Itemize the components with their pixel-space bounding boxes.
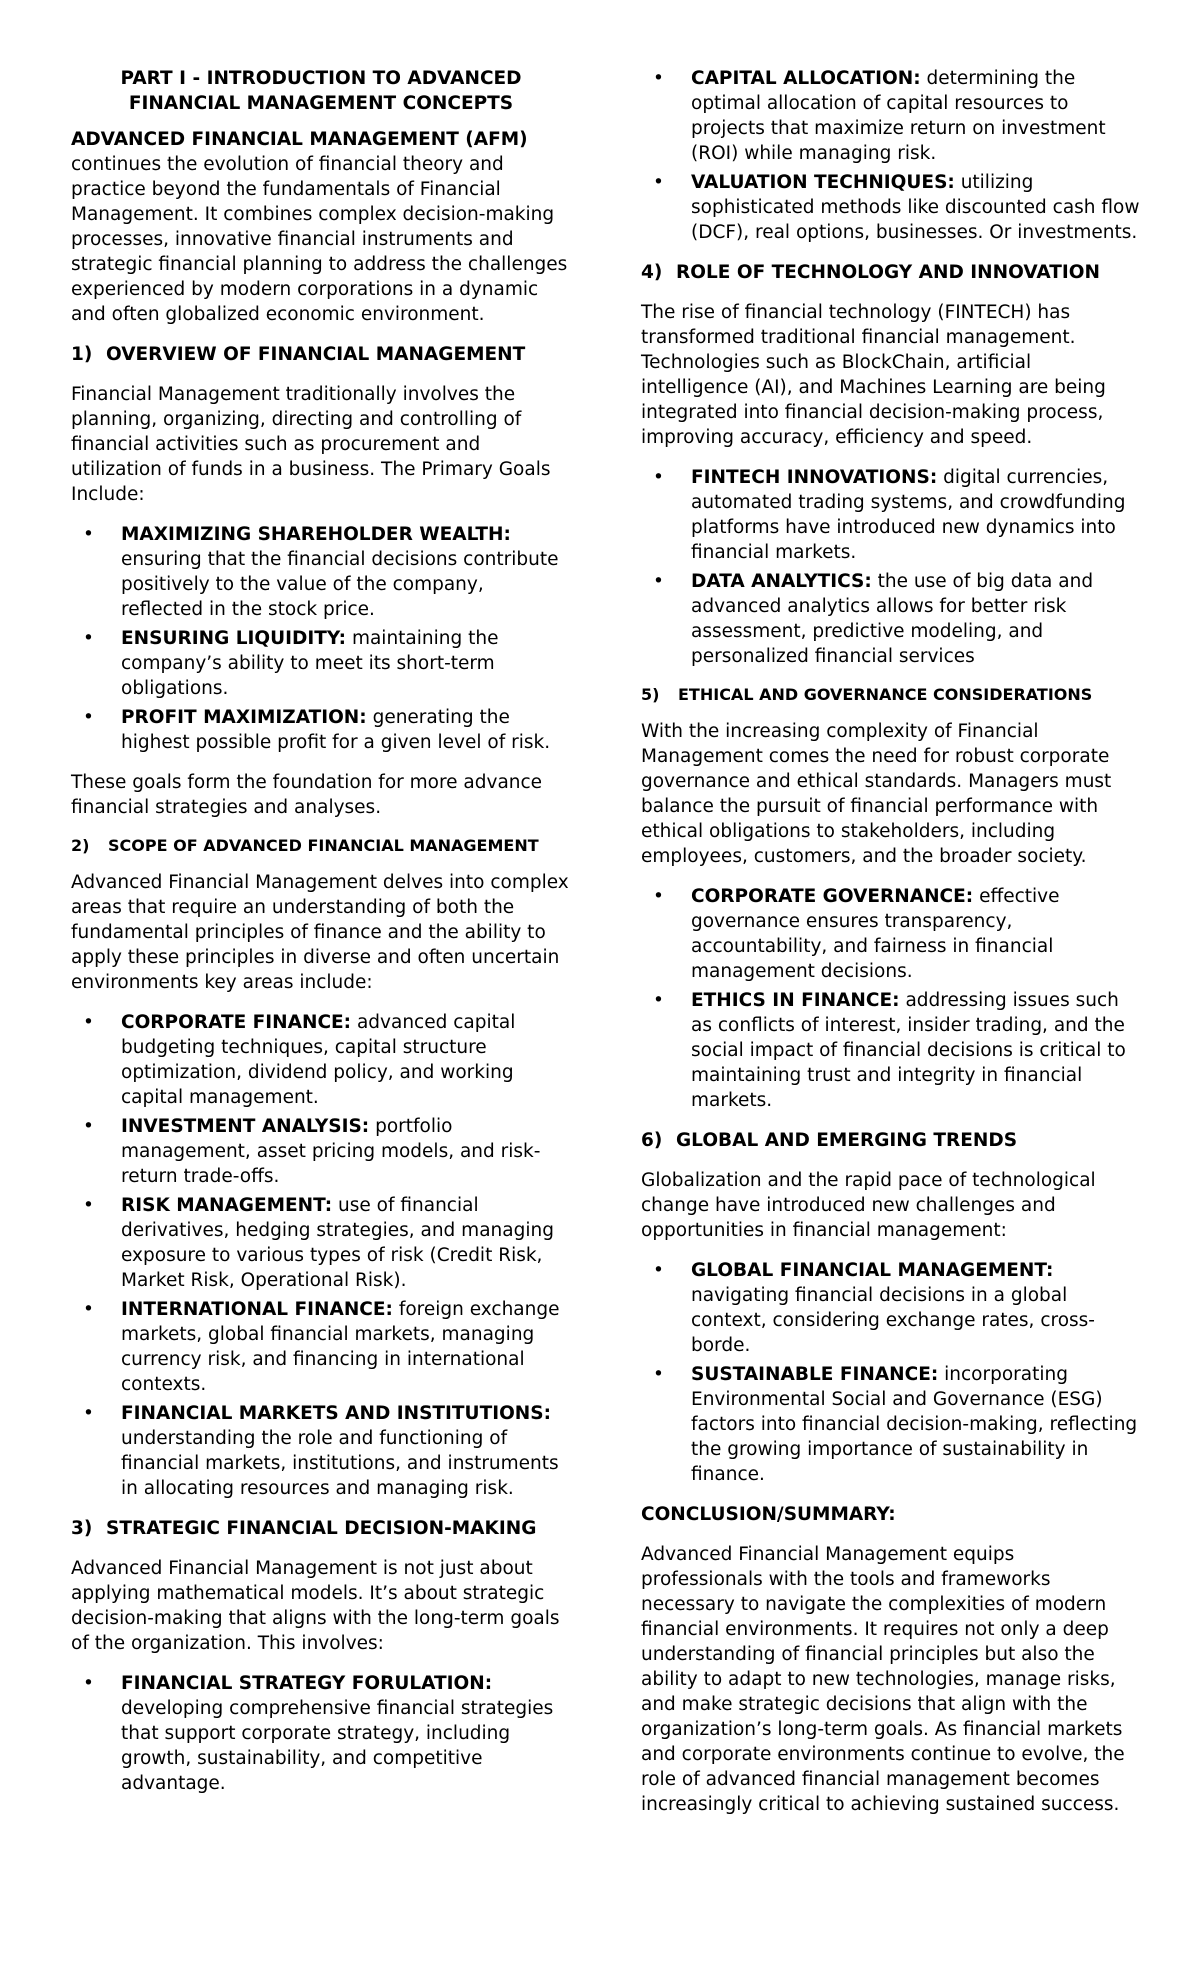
section-2-list bbox=[71, 1010, 571, 1501]
list-item bbox=[71, 626, 571, 701]
section-3-heading bbox=[71, 1516, 571, 1541]
item-text: determining the optimal allocation of capital resources to projects that maximize return on investment (ROI) while managing risk. bbox=[691, 68, 1106, 164]
item-label: ETHICS IN FINANCE: bbox=[691, 990, 900, 1011]
item-text: navigating financial decisions in a global context, considering exchange rates, cross-borde. bbox=[691, 1285, 1095, 1356]
item-text: maintaining the company’s ability to meet its short-term obligations. bbox=[121, 628, 499, 699]
page-title: PART I - INTRODUCTION TO ADVANCED FINANCIAL MANAGEMENT CONCEPTS bbox=[120, 68, 522, 114]
bullet-icon: • bbox=[83, 1195, 94, 1216]
section-1-paragraph: Financial Management traditionally involves the planning, organizing, directing and controlling of financial activities such as procurement and utilization of funds in a business. The Primary Goals Include: bbox=[71, 384, 551, 505]
section-1-closing: These goals form the foundation for more advance financial strategies and analyses. bbox=[71, 772, 543, 818]
list-item bbox=[71, 1671, 571, 1796]
section-3-paragraph: Advanced Financial Management is not just about applying mathematical models. It’s about strategic decision-making that aligns with the long-term goals of the organization. This involves: bbox=[71, 1558, 560, 1654]
section-2-paragraph: Advanced Financial Management delves into complex areas that require an understanding of both the fundamental principles of finance and the ability to apply these principles in diverse and often uncertain environments key areas include: bbox=[71, 872, 569, 993]
section-title: STRATEGIC FINANCIAL DECISION-MAKING bbox=[106, 1518, 537, 1539]
section-title: ROLE OF TECHNOLOGY AND INNOVATION bbox=[676, 262, 1100, 283]
item-label: FINANCIAL MARKETS AND INSTITUTIONS: bbox=[121, 1403, 552, 1424]
section-number: 6) bbox=[641, 1130, 663, 1151]
bullet-icon: • bbox=[653, 886, 664, 907]
list-item bbox=[641, 465, 1141, 565]
section-6-list bbox=[641, 1258, 1141, 1487]
section-number: 5) bbox=[641, 685, 660, 704]
item-text: advanced capital budgeting techniques, capital structure optimization, dividend policy, and working capital management. bbox=[121, 1012, 516, 1108]
bullet-icon: • bbox=[83, 1012, 94, 1033]
item-label: ENSURING LIQUIDITY: bbox=[121, 628, 347, 649]
section-5-list bbox=[641, 884, 1141, 1113]
item-label: SUSTAINABLE FINANCE: bbox=[691, 1364, 939, 1385]
bullet-icon: • bbox=[83, 628, 94, 649]
item-label: INVESTMENT ANALYSIS: bbox=[121, 1116, 370, 1137]
list-item bbox=[641, 66, 1141, 166]
item-label: FINTECH INNOVATIONS: bbox=[691, 467, 938, 488]
bullet-icon: • bbox=[83, 1299, 94, 1320]
item-text: use of financial derivatives, hedging strategies, and managing exposure to various types of risk (Credit Risk, Market Risk, Operational Risk). bbox=[121, 1195, 554, 1291]
list-item bbox=[71, 1401, 571, 1501]
section-number: 3) bbox=[71, 1518, 93, 1539]
list-item bbox=[641, 1258, 1141, 1358]
section-title: SCOPE OF ADVANCED FINANCIAL MANAGEMENT bbox=[108, 836, 539, 855]
bullet-icon: • bbox=[653, 467, 664, 488]
bullet-icon: • bbox=[653, 990, 664, 1011]
section-title: ETHICAL AND GOVERNANCE CONSIDERATIONS bbox=[678, 685, 1093, 704]
item-text: utilizing sophisticated methods like discounted cash flow (DCF), real options, businesses. Or investments. bbox=[691, 172, 1140, 243]
item-text: digital currencies, automated trading systems, and crowdfunding platforms have introduced new dynamics into financial markets. bbox=[691, 467, 1126, 563]
list-item bbox=[71, 705, 571, 755]
item-text: effective governance ensures transparency, accountability, and fairness in financial management decisions. bbox=[691, 886, 1060, 982]
list-item bbox=[71, 1193, 571, 1293]
section-number: 1) bbox=[71, 344, 93, 365]
list-item bbox=[641, 988, 1141, 1113]
item-text: the use of big data and advanced analytics allows for better risk assessment, predictive modeling, and personalized financial services bbox=[691, 571, 1094, 667]
section-number: 2) bbox=[71, 836, 90, 855]
item-label: CORPORATE GOVERNANCE: bbox=[691, 886, 974, 907]
section-title: GLOBAL AND EMERGING TRENDS bbox=[676, 1130, 1018, 1151]
bullet-icon: • bbox=[653, 68, 664, 89]
section-title: OVERVIEW OF FINANCIAL MANAGEMENT bbox=[106, 344, 526, 365]
section-4-paragraph: The rise of financial technology (FINTECH) has transformed traditional financial management. Technologies such as BlockChain, artificial intelligence (AI), and Machines Learning are being integrated into financial decision-making process, improving accuracy, efficiency and speed. bbox=[641, 302, 1106, 448]
intro-text: continues the evolution of financial theory and practice beyond the fundamentals of Financial Management. It combines complex decision-making processes, innovative financial instruments and strategic financial planning to address the challenges experienced by modern corporations in a dynamic and often globalized economic environment. bbox=[71, 154, 568, 325]
section-6-heading bbox=[641, 1128, 1141, 1153]
list-item bbox=[641, 1362, 1141, 1487]
item-label: RISK MANAGEMENT: bbox=[121, 1195, 333, 1216]
item-label: PROFIT MAXIMIZATION: bbox=[121, 707, 367, 728]
intro-lead: ADVANCED FINANCIAL MANAGEMENT (AFM) bbox=[71, 129, 528, 150]
bullet-icon: • bbox=[83, 1116, 94, 1137]
section-2-heading bbox=[71, 835, 571, 856]
item-label: INTERNATIONAL FINANCE: bbox=[121, 1299, 393, 1320]
conclusion-heading: CONCLUSION/SUMMARY: bbox=[641, 1504, 896, 1525]
section-6-paragraph: Globalization and the rapid pace of technological change have introduced new challenges and opportunities in financial management: bbox=[641, 1170, 1096, 1241]
bullet-icon: • bbox=[653, 1364, 664, 1385]
list-item bbox=[641, 569, 1141, 669]
item-label: CORPORATE FINANCE: bbox=[121, 1012, 352, 1033]
bullet-icon: • bbox=[83, 1403, 94, 1424]
bullet-icon: • bbox=[83, 524, 94, 545]
item-text: foreign exchange markets, global financial markets, managing currency risk, and financing in international contexts. bbox=[121, 1299, 560, 1395]
item-label: VALUATION TECHNIQUES: bbox=[691, 172, 955, 193]
section-5-paragraph: With the increasing complexity of Financial Management comes the need for robust corporate governance and ethical standards. Managers must balance the pursuit of financial performance with ethical obligations to stakeholders, including employees, customers, and the broader society. bbox=[641, 721, 1112, 867]
item-label: DATA ANALYTICS: bbox=[691, 571, 872, 592]
right-column bbox=[641, 66, 1141, 1832]
item-text: addressing issues such as conflicts of interest, insider trading, and the social impact of financial decisions is critical to maintaining trust and integrity in financial markets. bbox=[691, 990, 1126, 1111]
list-item bbox=[71, 1114, 571, 1189]
section-1-heading bbox=[71, 342, 571, 367]
section-3-list-part-1 bbox=[71, 1671, 571, 1796]
list-item bbox=[71, 1297, 571, 1397]
bullet-icon: • bbox=[653, 1260, 664, 1281]
list-item bbox=[641, 170, 1141, 245]
item-label: MAXIMIZING SHAREHOLDER WEALTH: bbox=[121, 524, 511, 545]
bullet-icon: • bbox=[653, 571, 664, 592]
item-text: portfolio management, asset pricing models, and risk-return trade-offs. bbox=[121, 1116, 541, 1187]
item-label: GLOBAL FINANCIAL MANAGEMENT: bbox=[691, 1260, 1054, 1281]
section-3-list-part-2 bbox=[641, 66, 1141, 245]
item-text: incorporating Environmental Social and Governance (ESG) factors into financial decision-making, reflecting the growing importance of sustainability in finance. bbox=[691, 1364, 1138, 1485]
bullet-icon: • bbox=[83, 707, 94, 728]
section-5-heading bbox=[641, 684, 1141, 705]
section-4-list bbox=[641, 465, 1141, 669]
item-text: developing comprehensive financial strategies that support corporate strategy, including growth, sustainability, and competitive advantage. bbox=[121, 1698, 554, 1794]
left-column bbox=[71, 66, 571, 1811]
section-1-list bbox=[71, 522, 571, 755]
list-item bbox=[71, 1010, 571, 1110]
item-label: FINANCIAL STRATEGY FORULATION: bbox=[121, 1673, 493, 1694]
item-text: generating the highest possible profit for a given level of risk. bbox=[121, 707, 551, 753]
item-text: ensuring that the financial decisions contribute positively to the value of the company, reflected in the stock price. bbox=[121, 549, 559, 620]
section-number: 4) bbox=[641, 262, 663, 283]
section-4-heading bbox=[641, 260, 1141, 285]
conclusion-paragraph: Advanced Financial Management equips professionals with the tools and frameworks necessary to navigate the complexities of modern financial environments. It requires not only a deep understanding of financial principles but also the ability to adapt to new technologies, manage risks, and make strategic decisions that align with the organization’s long-term goals. As financial markets and corporate environments continue to evolve, the role of advanced financial management becomes increasingly critical to achieving sustained success. bbox=[641, 1544, 1125, 1815]
list-item bbox=[71, 522, 571, 622]
bullet-icon: • bbox=[653, 172, 664, 193]
item-label: CAPITAL ALLOCATION: bbox=[691, 68, 921, 89]
intro-paragraph bbox=[71, 127, 571, 327]
bullet-icon: • bbox=[83, 1673, 94, 1694]
item-text: understanding the role and functioning of financial markets, institutions, and instruments in allocating resources and managing risk. bbox=[121, 1428, 559, 1499]
list-item bbox=[641, 884, 1141, 984]
